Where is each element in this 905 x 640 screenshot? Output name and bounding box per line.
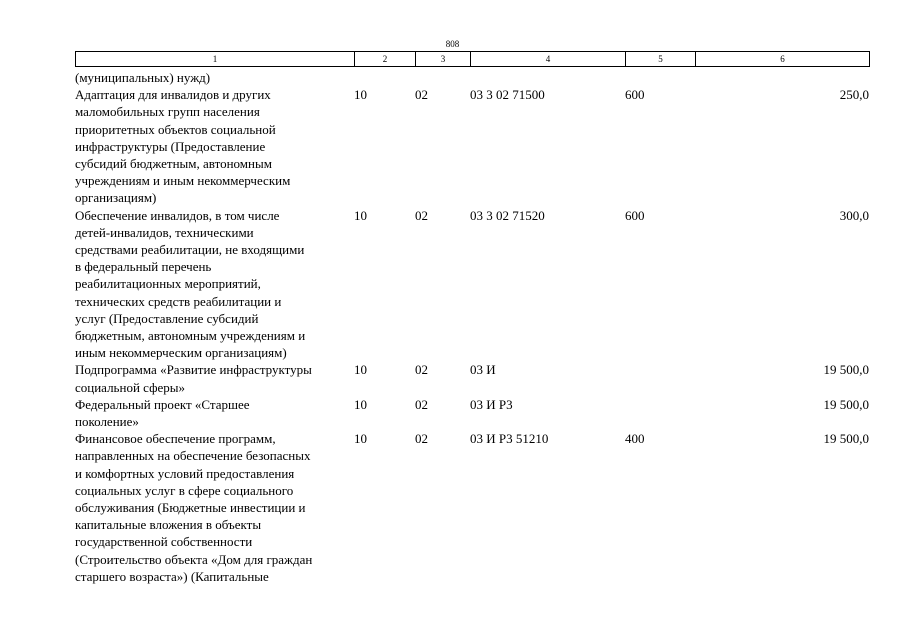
row-target-article: [470, 69, 625, 86]
row-target-article: 03 3 02 71500: [470, 87, 545, 103]
row-section: 10: [354, 431, 367, 447]
column-header-6: 6: [696, 52, 870, 67]
row-expense-type: [625, 361, 695, 395]
row-subsection: 02: [415, 87, 428, 103]
row-name: Финансовое обеспечение программ, направленных на обеспечение безопасных и комфортных условий предоставления социальных услуг в сфере социального обслуживания (Бюджетные инвестиции и капитальные вложения в объекты государственной собственности (Строительство объекта «Дом для граждан старшего возраста») (Капитальные: [75, 431, 313, 584]
table-row: [75, 430, 869, 585]
row-name: Подпрограмма «Развитие инфраструктуры социальной сферы»: [75, 362, 312, 395]
row-subsection: [415, 69, 470, 86]
row-amount: 300,0: [839, 207, 869, 223]
table-row: [75, 69, 869, 86]
column-header-table: [75, 51, 870, 67]
page-number: 808: [445, 39, 460, 49]
budget-table-body: [75, 69, 869, 585]
row-expense-type: [625, 69, 695, 86]
row-section: [354, 69, 415, 86]
row-amount: 250,0: [839, 87, 869, 103]
row-expense-type: 400: [625, 431, 645, 447]
table-row: [75, 396, 869, 430]
row-amount: 19 500,0: [823, 431, 869, 447]
row-subsection: 02: [415, 431, 428, 447]
row-name: Адаптация для инвалидов и других маломобильных групп населения приоритетных объектов социальной инфраструктуры (Предоставление субсидий бюджетным, автономным учреждениям и иным некоммерческим организациям): [75, 87, 291, 206]
row-section: 10: [354, 396, 367, 412]
row-amount: [695, 69, 869, 86]
row-section: 10: [354, 207, 367, 223]
row-target-article: 03 3 02 71520: [470, 207, 545, 223]
column-header-3: 3: [416, 52, 471, 67]
row-name: (муниципальных) нужд): [75, 70, 211, 85]
table-row: [75, 361, 869, 395]
column-header-row: [76, 52, 870, 67]
row-expense-type: 600: [625, 207, 645, 223]
column-header-5: 5: [626, 52, 696, 67]
row-target-article: 03 И Р3 51210: [470, 431, 549, 447]
column-header-4: 4: [471, 52, 626, 67]
column-header-2: 2: [355, 52, 416, 67]
row-section: 10: [354, 87, 367, 103]
row-subsection: 02: [415, 362, 428, 378]
row-expense-type: 600: [625, 87, 645, 103]
row-expense-type: [625, 396, 695, 430]
row-target-article: 03 И Р3: [470, 396, 513, 412]
row-subsection: 02: [415, 396, 428, 412]
row-amount: 19 500,0: [823, 396, 869, 412]
row-target-article: 03 И: [470, 362, 496, 378]
row-amount: 19 500,0: [823, 362, 869, 378]
row-name: Обеспечение инвалидов, в том числе детей-инвалидов, техническими средствами реабилитации, не входящими в федеральный перечень реабилитационных мероприятий, технических средств реабилитации и услуг (Предоставление субсидий бюджетным, автономным учреждениям и иным некоммерческим организациям): [75, 207, 306, 361]
row-name: Федеральный проект «Старшее поколение»: [75, 396, 250, 430]
table-row: [75, 86, 869, 206]
column-header-1: 1: [76, 52, 355, 67]
row-subsection: 02: [415, 207, 428, 223]
table-row: [75, 207, 869, 362]
row-section: 10: [354, 362, 367, 378]
